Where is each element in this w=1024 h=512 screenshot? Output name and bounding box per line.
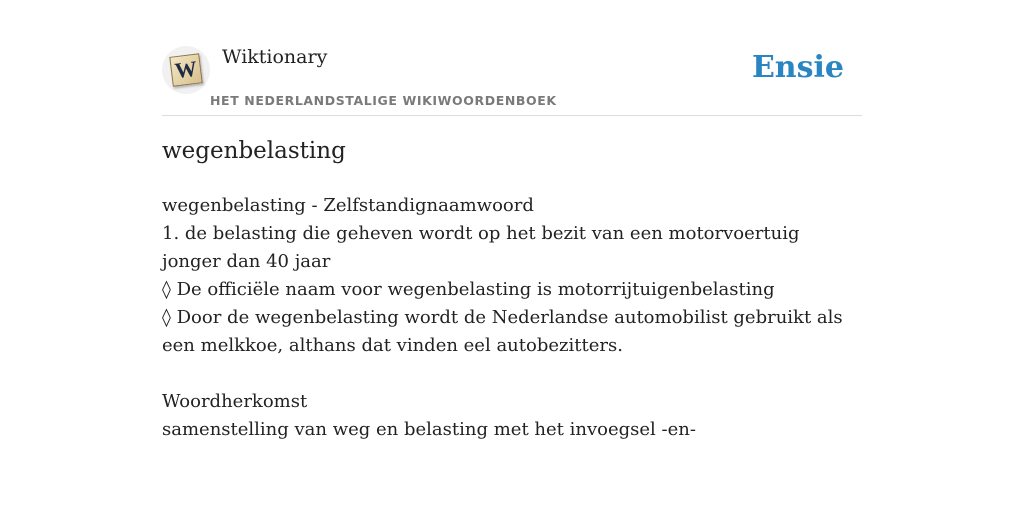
example-1: ◊ De officiële naam voor wegenbelasting is motorrijtuigenbelasting	[162, 279, 775, 300]
page-title: wegenbelasting	[162, 138, 346, 164]
definition-header: wegenbelasting - Zelfstandignaamwoord	[162, 195, 534, 216]
logo-tile	[169, 53, 202, 86]
logo-letter: W	[173, 55, 199, 84]
article-body	[162, 192, 862, 444]
example-2: ◊ Door de wegenbelasting wordt de Nederlandse automobilist gebruikt als een melkkoe, althans dat vinden eel autobezitters.	[162, 307, 843, 356]
etymology-text: samenstelling van weg en belasting met het invoegsel -en-	[162, 419, 696, 440]
wiktionary-logo-icon[interactable]	[162, 46, 210, 94]
site-header	[162, 0, 862, 116]
etymology-heading: Woordherkomst	[162, 391, 308, 412]
site-subtitle: HET NEDERLANDSTALIGE WIKIWOORDENBOEK	[210, 93, 557, 108]
definition-1: 1. de belasting die geheven wordt op het bezit van een motorvoertuig jonger dan 40 jaar	[162, 223, 800, 272]
page-container	[162, 0, 862, 512]
ensie-brand-logo[interactable]: Ensie	[751, 50, 844, 85]
site-name[interactable]: Wiktionary	[222, 46, 328, 68]
paragraph-spacer	[162, 360, 862, 388]
